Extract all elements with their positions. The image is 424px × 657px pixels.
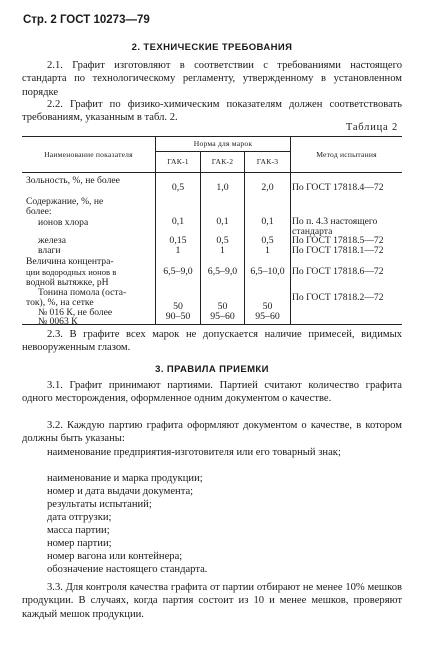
label-line: Содержание, %, не bbox=[26, 196, 104, 207]
table-cell: 0,1 bbox=[216, 216, 229, 227]
table-cell: 2,0 bbox=[261, 182, 274, 193]
list-item: масса партии; bbox=[47, 525, 110, 536]
list-item: дата отгрузки; bbox=[47, 512, 112, 523]
section-2-title: 2. ТЕХНИЧЕСКИЕ ТРЕБОВАНИЯ bbox=[131, 42, 293, 53]
requirements-table bbox=[22, 136, 402, 325]
col-header-grade: ГАК-2 bbox=[211, 157, 234, 166]
table-cell: 0,5 bbox=[216, 235, 229, 246]
table-method: По ГОСТ 17818.4—72 bbox=[292, 182, 384, 193]
label-line: ток), %, на сетке bbox=[26, 297, 94, 309]
list-item: номер и дата выдачи документа; bbox=[47, 486, 194, 497]
paragraph-2-3: 2.3. В графите всех марок не допускается наличие примесей, видимых невооруженным глазом. bbox=[22, 329, 402, 354]
header-bottom-rule bbox=[22, 172, 402, 173]
label-line: ионов хлора bbox=[38, 216, 89, 228]
table-caption: Таблица 2 bbox=[345, 122, 398, 133]
list-item: номер вагона или контейнера; bbox=[47, 551, 183, 562]
table-cell: 6,5–9,0 bbox=[207, 266, 238, 277]
table-cell: 1 bbox=[220, 245, 225, 256]
table-cell: 0,1 bbox=[261, 216, 274, 227]
label-line: ции водородных ионов в bbox=[26, 267, 117, 278]
list-item: наименование предприятия-изготовителя или его товарный знак; bbox=[47, 447, 341, 458]
table-cell: 0,15 bbox=[169, 235, 187, 246]
table-cell: 0,1 bbox=[171, 216, 185, 227]
table-top-rule bbox=[22, 136, 402, 137]
col-divider-method bbox=[290, 136, 291, 324]
list-item: наименование и марка продукции; bbox=[47, 473, 203, 484]
method-line: стандарта bbox=[292, 226, 333, 238]
table-row-label bbox=[26, 197, 148, 228]
table-row-label bbox=[26, 246, 160, 256]
table-method: По ГОСТ 17818.2—72 bbox=[292, 292, 384, 303]
list-item: обозначение настоящего стандарта. bbox=[47, 564, 208, 575]
col-header-grade: ГАК-3 bbox=[256, 157, 279, 166]
table-method: По ГОСТ 17818.5—72 bbox=[292, 235, 384, 246]
section-3-title: 3. ПРАВИЛА ПРИЕМКИ bbox=[155, 364, 269, 375]
table-cell: 50 bbox=[173, 301, 183, 312]
table-method: По ГОСТ 17818.6—72 bbox=[292, 266, 384, 277]
label-line: Тонина помола (оста- bbox=[38, 287, 127, 298]
paragraph-2-1: 2.1. Графит изготовляют в соответствии с требованиями настоящего стандарта по технологическому регламенту, утвержденному в установленном порядке bbox=[22, 60, 402, 98]
col-header-norm: Норма для марок bbox=[193, 139, 253, 148]
table-cell: 50 bbox=[217, 301, 228, 312]
method-line: По п. 4.3 настоящего bbox=[292, 216, 378, 227]
label-line: водной вытяжке, pH bbox=[26, 276, 109, 288]
table-cell: 95–60 bbox=[210, 311, 235, 322]
table-cell: 95–60 bbox=[255, 311, 280, 322]
page-header: Стр. 2 ГОСТ 10273—79 bbox=[23, 14, 150, 26]
paragraph-3-2: 3.2. Каждую партию графита оформляют документом о качестве, в котором должны быть указаны: bbox=[22, 420, 402, 445]
table-cell: 6,5–9,0 bbox=[163, 266, 193, 277]
label-line: Величина концентра- bbox=[26, 256, 114, 267]
paragraph-2-2: 2.2. Графит по физико-химическим показателям должен соответствовать требованиям, указанным в табл. 2. bbox=[22, 99, 402, 124]
label-line: железа bbox=[38, 235, 66, 246]
table-row-label bbox=[26, 176, 148, 186]
paragraph-3-3: 3.3. Для контроля качества графита от партии отбирают не менее 10% мешков продукции. В случаях, когда партия состоит из 10 и менее мешков, проверяют каждый мешок продукции. bbox=[22, 582, 402, 620]
table-cell: 50 bbox=[262, 301, 273, 312]
col-header-grade: ГАК-1 bbox=[167, 157, 189, 166]
label-line: более: bbox=[26, 206, 52, 218]
table-cell: 90–50 bbox=[165, 311, 191, 322]
table-cell: 6,5–10,0 bbox=[250, 266, 285, 277]
table-cell: 0,5 bbox=[261, 235, 274, 246]
label-line: № 016 К, не более bbox=[38, 307, 113, 318]
label-line: Зольность, %, не более bbox=[26, 175, 120, 186]
paragraph-3-1: 3.1. Графит принимают партиями. Партией считают количество графита одного месторождения, оформленное одним документом о качестве. bbox=[22, 380, 402, 405]
norm-header-rule bbox=[156, 151, 290, 152]
table-cell: 0,5 bbox=[171, 182, 185, 193]
table-method: По ГОСТ 17818.1—72 bbox=[292, 245, 384, 256]
col-header-name: Наименование показателя bbox=[44, 150, 133, 159]
label-line: влаги bbox=[38, 245, 61, 256]
label-line: № 0063 К bbox=[38, 316, 78, 327]
table-row-label bbox=[26, 317, 160, 327]
table-row-label bbox=[26, 257, 148, 288]
table-row-label bbox=[26, 288, 148, 309]
table-cell: 1 bbox=[175, 245, 181, 256]
table-cell: 1 bbox=[265, 245, 270, 256]
list-item: номер партии; bbox=[47, 538, 112, 549]
table-cell: 1,0 bbox=[216, 182, 229, 193]
col-header-method: Метод испытания bbox=[316, 150, 377, 159]
list-item: результаты испытаний; bbox=[47, 499, 152, 510]
